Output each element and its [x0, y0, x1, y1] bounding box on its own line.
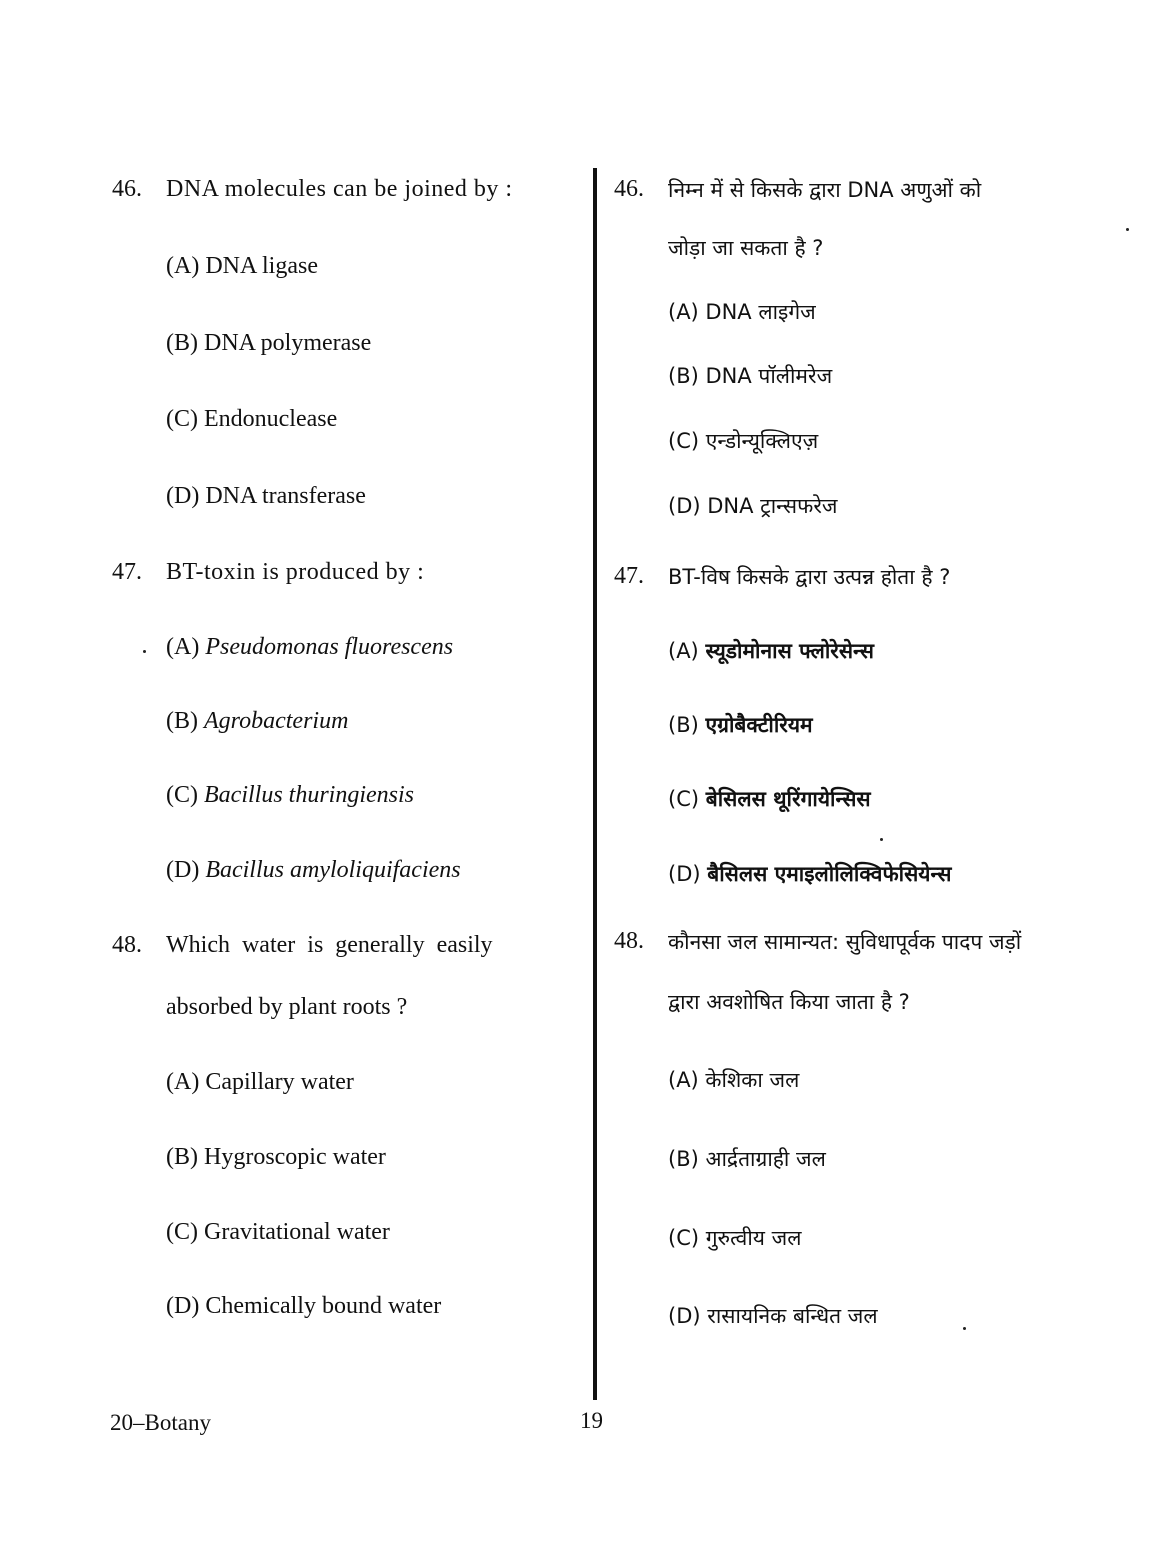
q48-option-a: (A) Capillary water [166, 1069, 354, 1095]
question-48-text-line2: absorbed by plant roots ? [166, 994, 408, 1020]
q47-hi-option-b-name: एग्रोबैक्टीरियम [705, 713, 813, 737]
page-number: 19 [580, 1408, 603, 1433]
q47-option-d-name: Bacillus amyloliquifaciens [205, 857, 461, 883]
q47-option-c-name: Bacillus thuringiensis [204, 782, 414, 808]
scan-speck [880, 838, 883, 841]
column-divider [593, 168, 597, 1400]
q47-option-a-letter: (A) [166, 634, 200, 660]
q47-hi-option-b [668, 711, 813, 739]
paper-code: 20–Botany [110, 1410, 211, 1435]
q47-hi-option-a-letter: (A) [668, 639, 699, 663]
question-46-hi-text-line1: निम्न में से किसके द्वारा DNA अणुओं को [668, 178, 982, 202]
q47-hi-option-c-name: बेसिलस थूरिंगायेन्सिस [705, 787, 871, 811]
q47-hi-option-d-letter: (D) [668, 862, 701, 886]
q48-hi-option-d: (D) रासायनिक बन्धित जल [668, 1304, 878, 1328]
question-48-hi-text-line1: कौनसा जल सामान्यत: सुविधापूर्वक पादप जड़ों [668, 930, 1022, 954]
q47-option-d [166, 857, 461, 884]
q47-hi-option-c-letter: (C) [668, 787, 700, 811]
q47-option-a [166, 634, 453, 661]
q47-hi-option-b-letter: (B) [668, 713, 699, 737]
question-47-hi-text: BT-विष किसके द्वारा उत्पन्न होता है ? [668, 565, 951, 589]
scan-speck [143, 650, 146, 653]
question-46-hi-number: 46. [614, 176, 644, 202]
question-48-text-line1: Which water is generally easily [166, 932, 493, 958]
q46-option-b: (B) DNA polymerase [166, 330, 372, 356]
q47-hi-option-d [668, 860, 951, 888]
scan-speck [963, 1327, 966, 1330]
q47-hi-option-a-name: स्यूडोमोनास फ्लोरेसेन्स [705, 639, 875, 663]
q46-option-c: (C) Endonuclease [166, 406, 338, 432]
question-47-text: BT-toxin is produced by : [166, 559, 425, 585]
q46-option-d: (D) DNA transferase [166, 483, 366, 509]
q46-hi-option-c: (C) एन्डोन्यूक्लिएज़ [668, 429, 819, 453]
question-46-number: 46. [112, 176, 142, 202]
question-47-number: 47. [112, 559, 142, 585]
question-48-hi-number: 48. [614, 928, 644, 954]
q47-option-a-name: Pseudomonas fluorescens [205, 634, 454, 660]
q47-option-b-letter: (B) [166, 708, 198, 734]
q47-option-c [166, 782, 414, 809]
question-47-hi-number: 47. [614, 563, 644, 589]
q47-hi-option-a [668, 637, 874, 665]
q47-option-b [166, 708, 348, 735]
q48-option-b: (B) Hygroscopic water [166, 1144, 386, 1170]
scan-speck [1126, 228, 1129, 231]
question-48-hi-text-line2: द्वारा अवशोषित किया जाता है ? [668, 990, 910, 1014]
q48-option-d: (D) Chemically bound water [166, 1293, 442, 1319]
question-46-text: DNA molecules can be joined by : [166, 176, 513, 202]
q47-hi-option-d-name: बैसिलस एमाइलोलिक्विफेसियेन्स [707, 862, 952, 886]
q47-option-b-name: Agrobacterium [204, 708, 349, 734]
q47-hi-option-c [668, 785, 871, 813]
q46-hi-option-b: (B) DNA पॉलीमरेज [668, 364, 833, 388]
q46-option-a: (A) DNA ligase [166, 253, 318, 279]
q48-hi-option-b: (B) आर्द्रताग्राही जल [668, 1147, 826, 1171]
question-48-number: 48. [112, 932, 142, 958]
q48-hi-option-c: (C) गुरुत्वीय जल [668, 1226, 802, 1250]
q46-hi-option-d: (D) DNA ट्रान्सफरेज [668, 494, 838, 518]
q48-option-c: (C) Gravitational water [166, 1219, 390, 1245]
q48-hi-option-a: (A) केशिका जल [668, 1068, 800, 1092]
q46-hi-option-a: (A) DNA लाइगेज [668, 300, 816, 324]
q47-option-c-letter: (C) [166, 782, 198, 808]
q47-option-d-letter: (D) [166, 857, 200, 883]
question-46-hi-text-line2: जोड़ा जा सकता है ? [668, 236, 824, 260]
